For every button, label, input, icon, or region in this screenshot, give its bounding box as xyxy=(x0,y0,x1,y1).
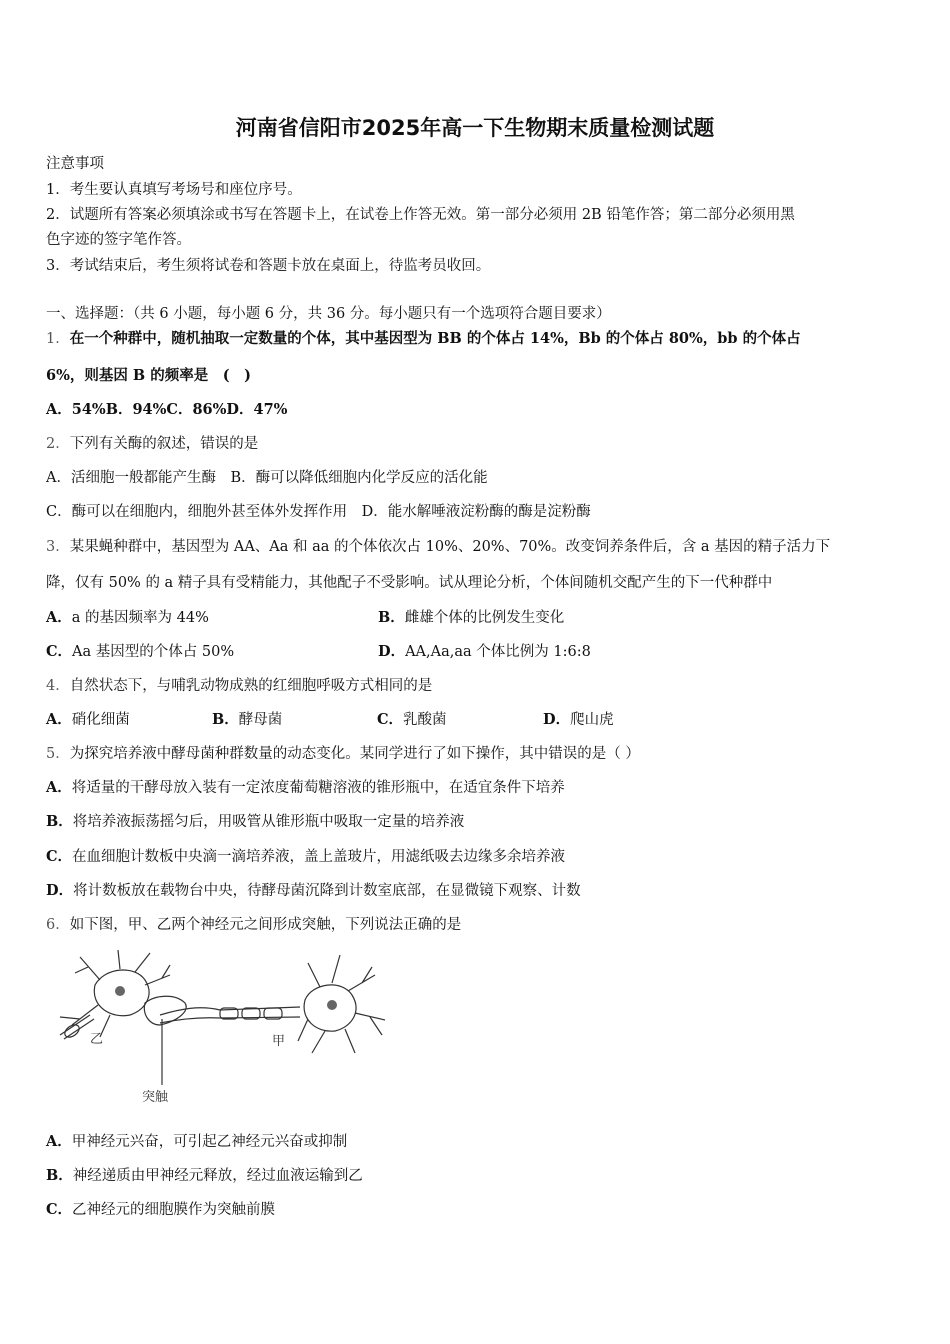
option-text: 将适量的干酵母放入装有一定浓度葡萄糖溶液的锥形瓶中，在适宜条件下培养 xyxy=(71,780,565,796)
option-label: C． xyxy=(46,1201,73,1218)
question-1-line-2: 6%，则基因 B 的频率是 ( ) xyxy=(46,367,251,384)
option-text: 酵母菌 xyxy=(238,712,283,728)
section-heading: 一、选择题：（共 6 小题，每小题 6 分，共 36 分。每小题只有一个选项符合题目要求） xyxy=(46,306,611,322)
question-2-options-cd: C．酶可以在细胞内，细胞外甚至体外发挥作用 D．能水解唾液淀粉酶的酶是淀粉酶 xyxy=(46,504,591,520)
question-3-line-1 xyxy=(46,535,830,556)
option-label: A． xyxy=(46,1133,72,1150)
question-4-option-a xyxy=(46,708,130,729)
question-6-option-a xyxy=(46,1130,347,1151)
option-label: C． xyxy=(46,643,73,660)
question-5-number: 5． xyxy=(46,746,70,762)
option-text: a 的基因频率为 44% xyxy=(71,610,209,626)
option-text: 在血细胞计数板中央滴一滴培养液，盖上盖玻片，用滤纸吸去边缘多余培养液 xyxy=(72,849,566,865)
notice-item-3: 3．考试结束后，考生须将试卷和答题卡放在桌面上，待监考员收回。 xyxy=(46,258,491,274)
question-6-line xyxy=(46,913,461,934)
option-label: B． xyxy=(46,1167,73,1184)
notice-item-1: 1．考生要认真填写考场号和座位序号。 xyxy=(46,182,302,198)
option-text: 雌雄个体的比例发生变化 xyxy=(404,610,565,626)
neuron-synapse-diagram xyxy=(50,945,390,1105)
question-4-option-b xyxy=(212,708,282,729)
question-2-options-ab: A．活细胞一般都能产生酶 B．酶可以降低细胞内化学反应的活化能 xyxy=(46,470,488,486)
option-text: 将培养液振荡摇匀后，用吸管从锥形瓶中吸取一定量的培养液 xyxy=(72,814,465,830)
question-3-option-b xyxy=(378,606,564,627)
question-1-line-1 xyxy=(46,327,801,348)
option-label: A． xyxy=(46,711,72,728)
option-text: AA,Aa,aa 个体比例为 1:6:8 xyxy=(405,644,591,660)
notice-item-2: 2．试题所有答案必须填涂或书写在答题卡上，在试卷上作答无效。第一部分必须用 2B 铅笔作答；第二部分必须用黑 xyxy=(46,207,795,223)
question-5-option-d xyxy=(46,879,581,900)
question-3-number: 3． xyxy=(46,539,70,555)
option-text: 乙神经元的细胞膜作为突触前膜 xyxy=(72,1202,276,1218)
option-text: 爬山虎 xyxy=(570,712,614,728)
question-5-stem: 为探究培养液中酵母菌种群数量的动态变化。某同学进行了如下操作，其中错误的是（ ） xyxy=(69,746,640,762)
question-4-number: 4． xyxy=(46,678,70,694)
option-label: B． xyxy=(378,609,405,626)
axon-terminal xyxy=(144,996,186,1025)
question-5-option-c xyxy=(46,845,565,866)
question-4-stem: 自然状态下，与哺乳动物成熟的红细胞呼吸方式相同的是 xyxy=(69,678,433,694)
option-label: B． xyxy=(46,813,73,830)
question-1-options: A．54%B．94%C．86%D．47% xyxy=(46,401,288,418)
question-4-option-d xyxy=(543,708,614,729)
figure-label-synapse: 突触 xyxy=(142,1090,169,1105)
option-text: 将计数板放在载物台中央，待酵母菌沉降到计数室底部，在显微镜下观察、计数 xyxy=(73,883,581,899)
option-text: 甲神经元兴奋，可引起乙神经元兴奋或抑制 xyxy=(71,1134,348,1150)
question-4-line xyxy=(46,674,432,695)
question-5-line xyxy=(46,742,640,763)
option-label: B． xyxy=(212,711,239,728)
figure-label-jia: 甲 xyxy=(272,1034,286,1049)
option-text: 神经递质由甲神经元释放，经过血液运输到乙 xyxy=(72,1168,363,1184)
question-1-number: 1． xyxy=(46,331,70,347)
question-5-option-b xyxy=(46,810,464,831)
option-label: C． xyxy=(46,848,73,865)
neuron-jia-dendrites xyxy=(298,955,385,1053)
notice-heading: 注意事项 xyxy=(46,156,104,172)
notice-item-2-cont: 色字迹的签字笔作答。 xyxy=(46,232,191,248)
question-5-option-a xyxy=(46,776,565,797)
figure-label-yi: 乙 xyxy=(90,1032,104,1047)
question-2-stem: 下列有关酶的叙述，错误的是 xyxy=(69,436,259,452)
page-title: 河南省信阳市2025年高一下生物期末质量检测试题 xyxy=(235,116,715,140)
question-3-line-2: 降，仅有 50% 的 a 精子具有受精能力，其他配子不受影响。试从理论分析，个体间随机交配产生的下一代种群中 xyxy=(46,575,773,591)
question-2-line xyxy=(46,432,258,453)
option-text: 乳酸菌 xyxy=(403,712,447,728)
option-label: A． xyxy=(46,609,72,626)
option-label: D． xyxy=(46,882,74,899)
option-label: A． xyxy=(46,779,72,796)
question-6-option-c xyxy=(46,1198,275,1219)
option-label: D． xyxy=(378,643,406,660)
option-text: Aa 基因型的个体占 50% xyxy=(72,644,235,660)
question-1-stem: 在一个种群中，随机抽取一定数量的个体，其中基因型为 BB 的个体占 14%，Bb 的个体占 80%，bb 的个体占 xyxy=(69,330,801,347)
question-6-option-b xyxy=(46,1164,363,1185)
question-3-option-a xyxy=(46,606,209,627)
option-text: 硝化细菌 xyxy=(71,712,130,728)
question-6-number: 6． xyxy=(46,917,70,933)
question-3-stem: 某果蝇种群中，基因型为 AA、Aa 和 aa 的个体依次占 10%、20%、70%。改变饲养条件后，含 a 基因的精子活力下 xyxy=(69,539,831,555)
question-2-number: 2． xyxy=(46,436,70,452)
question-3-option-d xyxy=(378,640,591,661)
question-4-option-c xyxy=(377,708,447,729)
question-6-stem: 如下图，甲、乙两个神经元之间形成突触，下列说法正确的是 xyxy=(69,917,462,933)
option-label: D． xyxy=(543,711,571,728)
question-3-option-c xyxy=(46,640,234,661)
option-label: C． xyxy=(377,711,404,728)
